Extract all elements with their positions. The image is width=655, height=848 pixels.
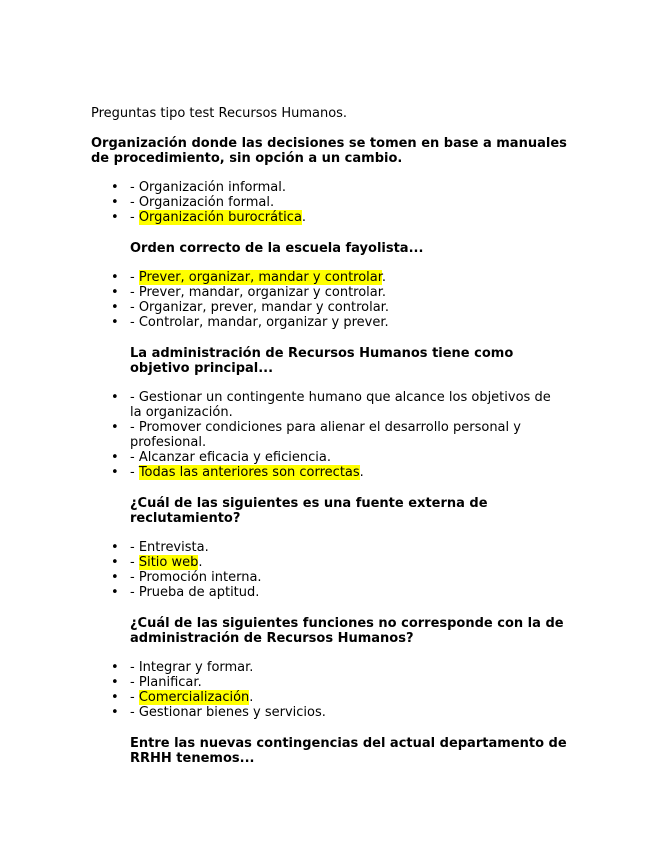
option-suffix: . bbox=[204, 540, 209, 555]
option-text: Prever, organizar, mandar y controlar bbox=[138, 270, 382, 285]
option-dash: - bbox=[130, 315, 139, 330]
option-suffix: . bbox=[381, 285, 387, 300]
option-suffix: . bbox=[359, 465, 364, 480]
bullet-icon: • bbox=[111, 675, 119, 690]
bullet-icon: • bbox=[111, 465, 119, 480]
option-suffix: . bbox=[301, 210, 307, 225]
option-text: Comercialización bbox=[138, 690, 250, 705]
option bbox=[0, 195, 560, 210]
bullet-icon: • bbox=[111, 195, 119, 210]
option bbox=[0, 210, 560, 225]
bullet-icon: • bbox=[111, 660, 119, 675]
option-suffix: . bbox=[326, 450, 331, 465]
bullet-icon: • bbox=[111, 570, 119, 585]
option-text: Alcanzar eficacia y eficiencia bbox=[138, 450, 327, 465]
bullet-icon: • bbox=[111, 420, 119, 435]
option-suffix: . bbox=[228, 405, 233, 420]
options-list-3 bbox=[0, 390, 560, 480]
option-text: Sitio web bbox=[138, 555, 199, 570]
option-suffix: . bbox=[202, 435, 207, 450]
document-title: Preguntas tipo test Recursos Humanos. bbox=[91, 106, 348, 121]
option-suffix: . bbox=[198, 555, 203, 570]
option-dash: - bbox=[130, 285, 139, 300]
option bbox=[0, 285, 560, 300]
option-suffix: . bbox=[197, 675, 202, 690]
option-text: Gestionar bienes y servicios bbox=[138, 705, 322, 720]
option-text: Todas las anteriores son correctas bbox=[138, 465, 360, 480]
option-suffix: . bbox=[321, 705, 326, 720]
option-suffix: . bbox=[249, 660, 254, 675]
option-dash: - bbox=[130, 465, 139, 480]
option-dash: - bbox=[130, 420, 139, 435]
bullet-icon: • bbox=[111, 180, 119, 195]
question-6: Entre las nuevas contingencias del actual departamento de RRHH tenemos... bbox=[130, 736, 567, 766]
bullet-icon: • bbox=[111, 690, 119, 705]
option-text: Prever, mandar, organizar y controlar bbox=[138, 285, 382, 300]
option-text: Organizar, prever, mandar y controlar bbox=[138, 300, 385, 315]
option-suffix: . bbox=[281, 180, 287, 195]
option bbox=[0, 570, 560, 585]
option-text: Planificar bbox=[138, 675, 198, 690]
options-list-5 bbox=[0, 660, 560, 720]
bullet-icon: • bbox=[111, 585, 119, 600]
option-dash: - bbox=[130, 660, 139, 675]
bullet-icon: • bbox=[111, 210, 119, 225]
option bbox=[0, 180, 560, 195]
option bbox=[0, 450, 560, 465]
bullet-icon: • bbox=[111, 450, 119, 465]
bullet-icon: • bbox=[111, 315, 119, 330]
options-list-1 bbox=[0, 180, 560, 225]
option-suffix: . bbox=[384, 315, 389, 330]
option bbox=[0, 585, 560, 600]
option-text: Promoción interna bbox=[138, 570, 258, 585]
option-dash: - bbox=[130, 675, 139, 690]
option-dash: - bbox=[130, 540, 139, 555]
option bbox=[0, 555, 560, 570]
option bbox=[0, 540, 560, 555]
option-suffix: . bbox=[257, 570, 262, 585]
option-dash: - bbox=[130, 390, 139, 405]
question-5: ¿Cuál de las siguientes funciones no corresponde con la de administración de Recursos Humanos? bbox=[130, 616, 564, 646]
option-text: Entrevista bbox=[138, 540, 205, 555]
option bbox=[0, 300, 560, 315]
option-dash: - bbox=[130, 585, 139, 600]
option-text: Controlar, mandar, organizar y prever bbox=[138, 315, 385, 330]
option bbox=[0, 660, 560, 675]
options-list-2 bbox=[0, 270, 560, 330]
option-dash: - bbox=[130, 195, 139, 210]
option bbox=[0, 705, 560, 720]
question-4: ¿Cuál de las siguientes es una fuente externa de reclutamiento? bbox=[130, 496, 488, 526]
option bbox=[0, 390, 560, 420]
option-suffix: . bbox=[381, 270, 387, 285]
option-suffix: . bbox=[270, 195, 275, 210]
option-dash: - bbox=[130, 690, 139, 705]
option-dash: - bbox=[130, 555, 139, 570]
option-text: Prueba de aptitud bbox=[138, 585, 256, 600]
option-dash: - bbox=[130, 270, 139, 285]
option bbox=[0, 675, 560, 690]
option bbox=[0, 420, 560, 450]
option bbox=[0, 690, 560, 705]
option-text: Organización informal bbox=[138, 180, 282, 195]
option-dash: - bbox=[130, 180, 139, 195]
option-dash: - bbox=[130, 705, 139, 720]
option-suffix: . bbox=[384, 300, 389, 315]
options-list-4 bbox=[0, 540, 560, 600]
option-text: Organización burocrática bbox=[138, 210, 302, 225]
question-3: La administración de Recursos Humanos tiene como objetivo principal... bbox=[130, 346, 514, 376]
option-text: Gestionar un contingente humano que alcance los objetivos de la organización bbox=[130, 390, 551, 420]
question-2: Orden correcto de la escuela fayolista... bbox=[130, 241, 424, 256]
bullet-icon: • bbox=[111, 540, 119, 555]
option bbox=[0, 315, 560, 330]
option-dash: - bbox=[130, 210, 139, 225]
option-suffix: . bbox=[255, 585, 260, 600]
bullet-icon: • bbox=[111, 390, 119, 405]
bullet-icon: • bbox=[111, 300, 119, 315]
bullet-icon: • bbox=[111, 270, 119, 285]
bullet-icon: • bbox=[111, 705, 119, 720]
bullet-icon: • bbox=[111, 555, 119, 570]
option-text: Integrar y formar bbox=[138, 660, 250, 675]
option-dash: - bbox=[130, 450, 139, 465]
option-text: Organización formal bbox=[138, 195, 271, 210]
bullet-icon: • bbox=[111, 285, 119, 300]
option-dash: - bbox=[130, 300, 139, 315]
question-1: Organización donde las decisiones se tomen en base a manuales de procedimiento, sin opción a un cambio. bbox=[91, 136, 567, 166]
option bbox=[0, 270, 560, 285]
option-suffix: . bbox=[249, 690, 254, 705]
option bbox=[0, 465, 560, 480]
option-text: Promover condiciones para alienar el desarrollo personal y profesional bbox=[130, 420, 521, 450]
option-dash: - bbox=[130, 570, 139, 585]
